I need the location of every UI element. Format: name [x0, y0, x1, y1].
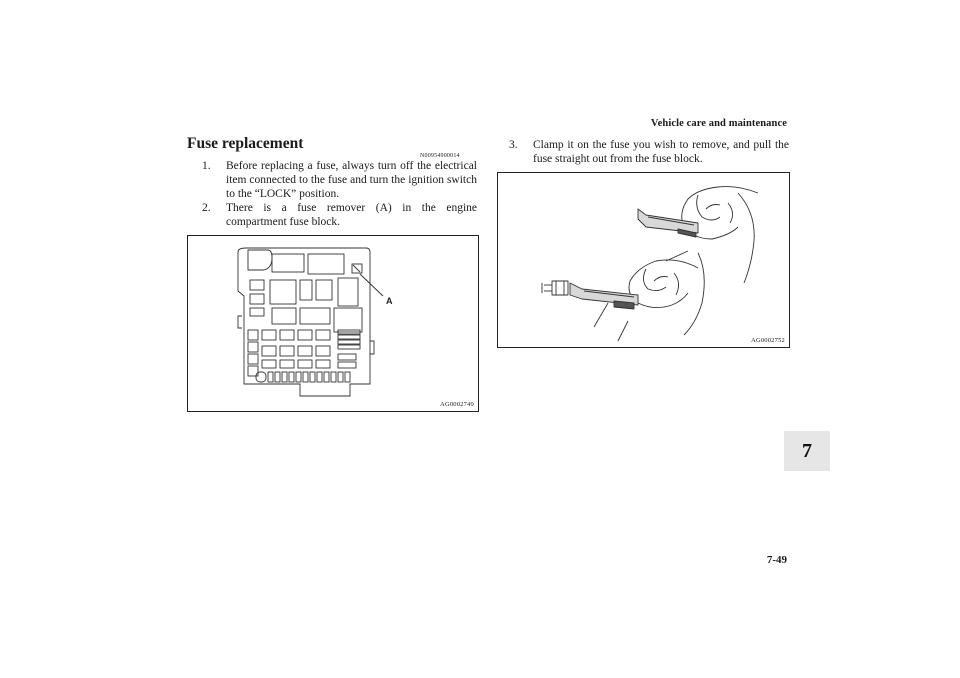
fuse-removal-figure [497, 172, 790, 348]
fuse-removal-illustration [498, 173, 789, 347]
section-title: Fuse replacement [187, 135, 304, 152]
step-number: 2. [202, 202, 211, 214]
step-number: 3. [509, 139, 518, 151]
section-code: N00954900014 [420, 153, 460, 159]
figure-code: AG0002749 [440, 401, 474, 408]
figure-code: AG0002752 [751, 337, 785, 344]
step-2 [202, 201, 477, 229]
step-text: Before replacing a fuse, always turn off the electrical item connected to the fuse and turn the ignition switch to the “LOCK” position. [226, 160, 477, 200]
step-text: There is a fuse remover (A) in the engine compartment fuse block. [226, 202, 477, 228]
page-number: 7-49 [766, 554, 787, 566]
step-text: Clamp it on the fuse you wish to remove, and pull the fuse straight out from the fuse block. [533, 139, 789, 165]
fuse-block-illustration [188, 236, 478, 411]
chapter-tab: 7 [784, 431, 830, 471]
step-number: 1. [202, 160, 211, 172]
fuse-block-figure [187, 235, 479, 412]
running-header: Vehicle care and maintenance [650, 118, 787, 129]
step-3 [509, 138, 789, 166]
callout-label-a: A [386, 296, 393, 306]
step-1 [202, 159, 477, 201]
